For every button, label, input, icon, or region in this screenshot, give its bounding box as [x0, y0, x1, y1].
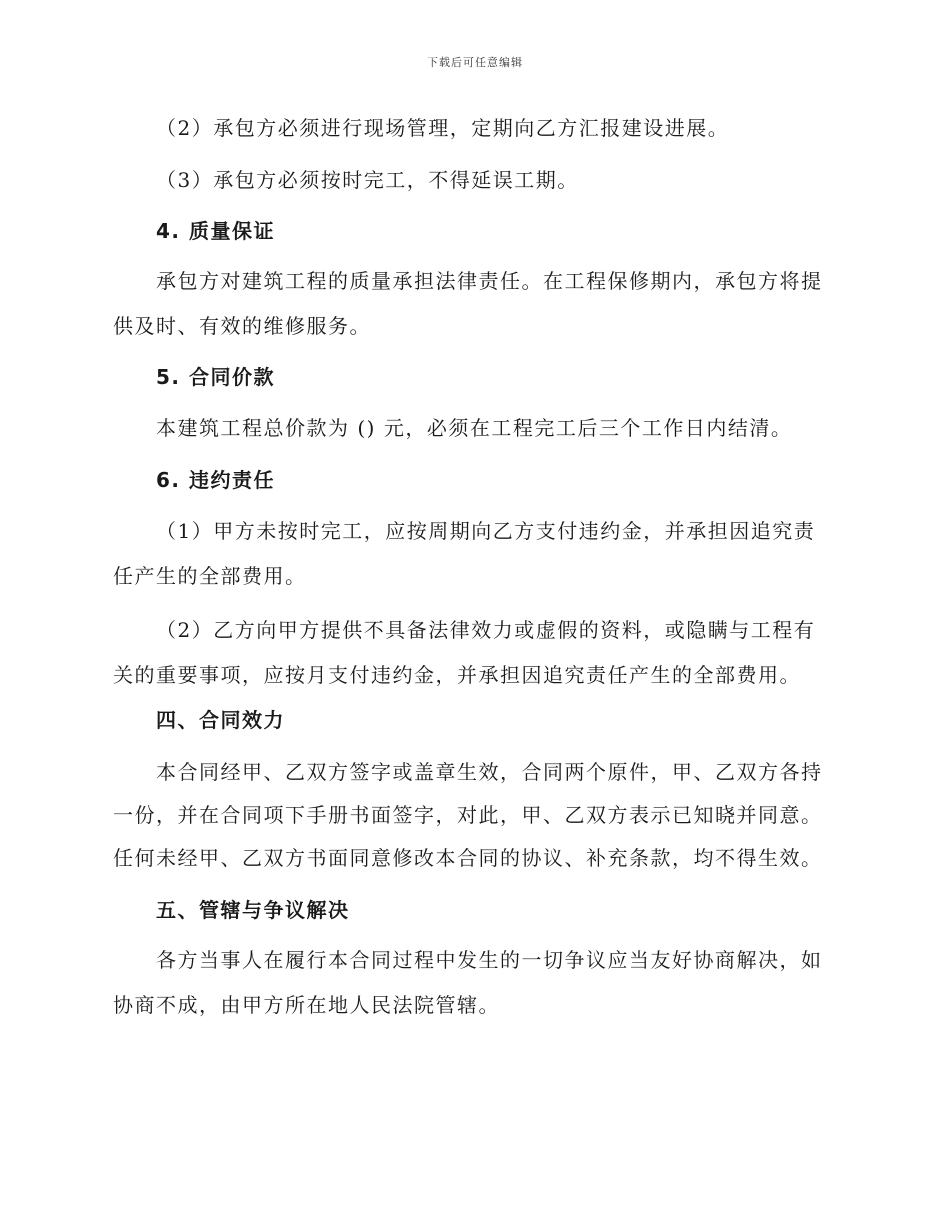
section-5-title: 5. 合同价款 — [156, 365, 275, 389]
section-6-item-1: （1）甲方未按时完工，应按周期向乙方支付违约金，并承担因追究责任产生的全部费用。 — [113, 519, 816, 588]
clause-item-3: （3）承包方必须按时完工，不得延误工期。 — [156, 168, 579, 192]
chapter-5-title: 五、管辖与争议解决 — [156, 898, 350, 922]
chapter-5-body: 各方当事人在履行本合同过程中发生的一切争议应当友好协商解决，如协商不成，由甲方所在地人民法院管辖。 — [113, 948, 823, 1017]
page-header: 下载后可任意编辑 — [427, 56, 523, 69]
section-5-body: 本建筑工程总价款为 () 元，必须在工程完工后三个工作日内结清。 — [156, 416, 793, 440]
chapter-4-body: 本合同经甲、乙双方签字或盖章生效，合同两个原件，甲、乙双方各持一份，并在合同项下手册书面签字，对此，甲、乙双方表示已知晓并同意。任何未经甲、乙双方书面同意修改本合同的协议、补充条款，均不得生效。 — [113, 760, 823, 870]
section-4-title: 4. 质量保证 — [156, 219, 275, 243]
clause-item-2: （2）承包方必须进行现场管理，定期向乙方汇报建设进展。 — [156, 116, 730, 140]
section-6-item-2: （2）乙方向甲方提供不具备法律效力或虚假的资料，或隐瞒与工程有关的重要事项，应按月支付违约金，并承担因追究责任产生的全部费用。 — [113, 618, 816, 687]
chapter-4-title: 四、合同效力 — [156, 708, 285, 732]
section-4-body: 承包方对建筑工程的质量承担法律责任。在工程保修期内，承包方将提供及时、有效的维修服务。 — [113, 269, 823, 338]
section-6-title: 6. 违约责任 — [156, 468, 275, 492]
